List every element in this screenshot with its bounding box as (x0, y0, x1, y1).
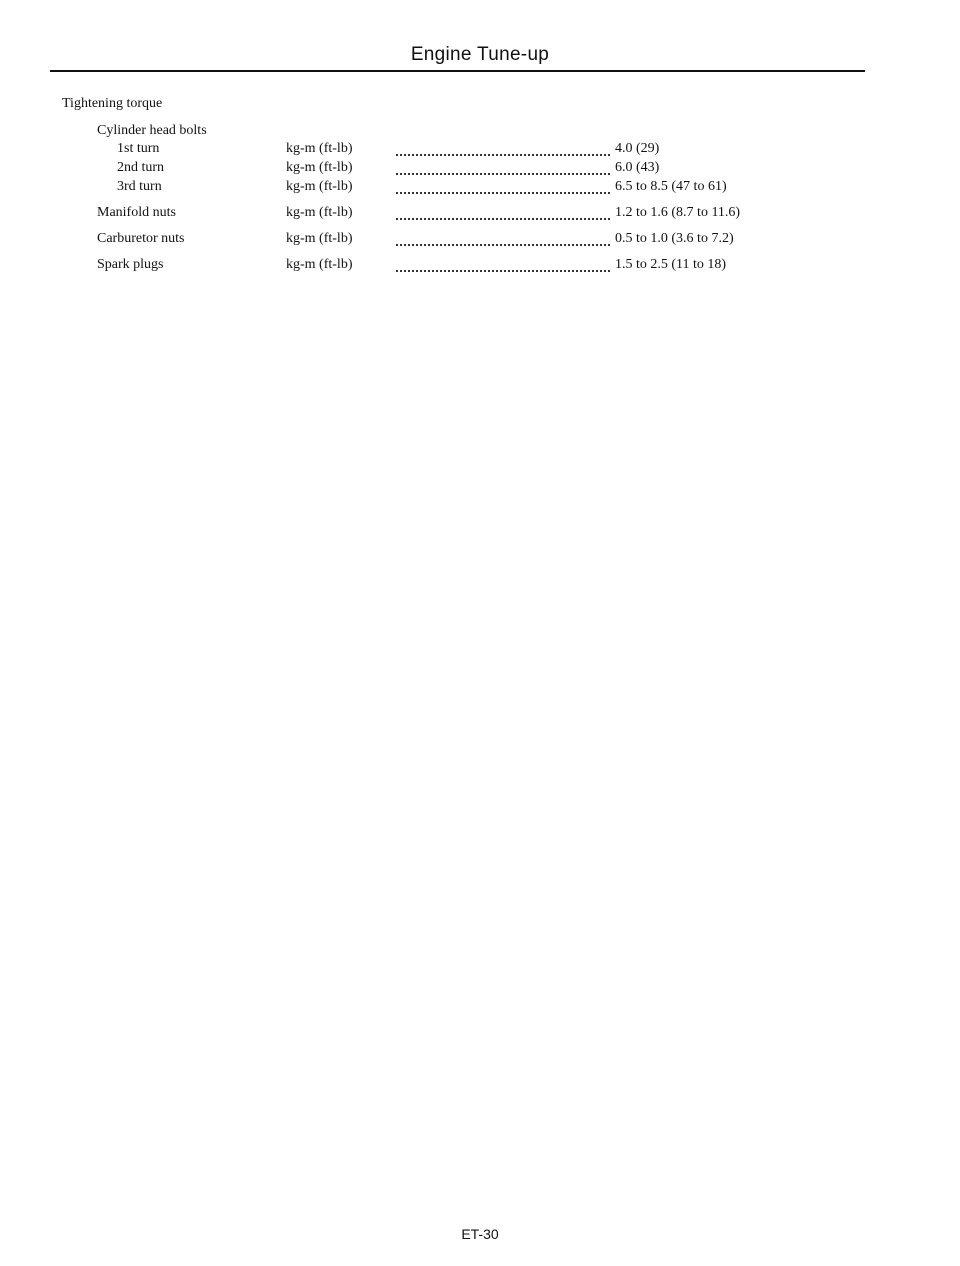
page-title: Engine Tune-up (410, 44, 550, 65)
header-rule (50, 70, 865, 72)
dot-leader (396, 218, 610, 220)
spec-row-label: 2nd turn (117, 160, 165, 175)
spec-row-unit: kg-m (ft-lb) (286, 160, 353, 175)
spec-row-value: 0.5 to 1.0 (3.6 to 7.2) (615, 231, 734, 246)
spec-row-label: Manifold nuts (97, 205, 176, 220)
group-label-cylinder-head-bolts: Cylinder head bolts (97, 123, 207, 138)
spec-row-label: 1st turn (117, 141, 160, 156)
page-number: ET-30 (461, 1226, 499, 1242)
dot-leader (396, 192, 610, 194)
spec-row-unit: kg-m (ft-lb) (286, 205, 353, 220)
section-title: Tightening torque (62, 96, 163, 111)
spec-row-label: Spark plugs (97, 257, 164, 272)
spec-row-value: 4.0 (29) (615, 141, 660, 156)
spec-row-unit: kg-m (ft-lb) (286, 141, 353, 156)
dot-leader (396, 270, 610, 272)
spec-row-value: 1.2 to 1.6 (8.7 to 11.6) (615, 205, 741, 220)
dot-leader (396, 154, 610, 156)
spec-row-label: Carburetor nuts (97, 231, 185, 246)
spec-row-unit: kg-m (ft-lb) (286, 257, 353, 272)
dot-leader (396, 173, 610, 175)
spec-row-label: 3rd turn (117, 179, 162, 194)
spec-row-value: 1.5 to 2.5 (11 to 18) (615, 257, 727, 272)
spec-row-value: 6.5 to 8.5 (47 to 61) (615, 179, 727, 194)
spec-row-unit: kg-m (ft-lb) (286, 179, 353, 194)
dot-leader (396, 244, 610, 246)
spec-row-value: 6.0 (43) (615, 160, 660, 175)
spec-row-unit: kg-m (ft-lb) (286, 231, 353, 246)
